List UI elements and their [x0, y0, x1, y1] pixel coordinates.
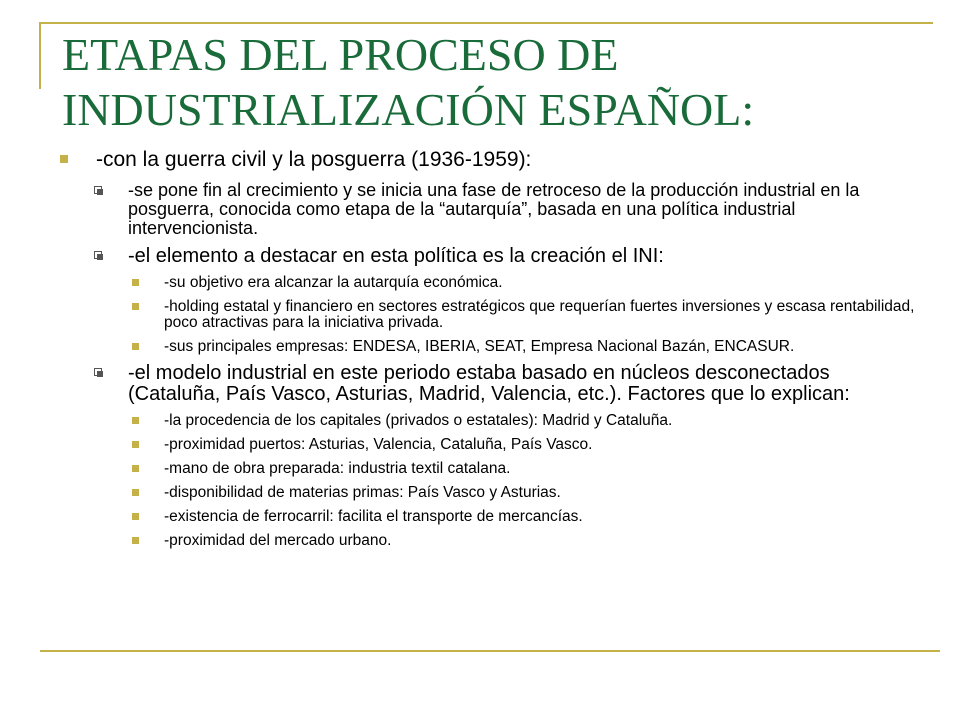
bullet-text: -proximidad puertos: Asturias, Valencia, Cataluña, País Vasco. — [164, 436, 593, 453]
bullet-level2 — [60, 363, 920, 405]
bullet-text: -holding estatal y financiero en sectores estratégicos que requerían fuertes inversiones y escasa rentabilidad, poco atractivas para la iniciativa privada. — [164, 298, 915, 331]
checkbox-bullet-icon — [94, 368, 102, 376]
bullet-level3 — [60, 413, 920, 429]
slide-title: ETAPAS DEL PROCESO DE INDUSTRIALIZACIÓN ESPAÑOL: — [62, 29, 755, 135]
bullet-level1 — [60, 148, 920, 171]
bullet-level3 — [60, 275, 920, 291]
bullet-level3 — [60, 533, 920, 549]
square-bullet-icon — [132, 279, 139, 286]
square-bullet-icon — [60, 155, 68, 163]
bullet-level3 — [60, 339, 920, 355]
bullet-level2 — [60, 246, 920, 267]
bullet-text: -la procedencia de los capitales (privados o estatales): Madrid y Cataluña. — [164, 412, 673, 429]
bullet-level3 — [60, 509, 920, 525]
bullet-text: -se pone fin al crecimiento y se inicia una fase de retroceso de la producción industrial en la posguerra, conocida como etapa de la “autarquía”, basada en una política industrial intervencionista. — [128, 180, 860, 238]
square-bullet-icon — [132, 489, 139, 496]
slide-content — [60, 148, 920, 557]
checkbox-bullet-icon — [94, 251, 102, 259]
bullet-level3 — [60, 299, 920, 331]
bullet-text: -existencia de ferrocarril: facilita el transporte de mercancías. — [164, 508, 583, 525]
square-bullet-icon — [132, 303, 139, 310]
square-bullet-icon — [132, 537, 139, 544]
bullet-level3 — [60, 437, 920, 453]
square-bullet-icon — [132, 441, 139, 448]
bottom-rule — [40, 650, 940, 652]
bullet-text: -proximidad del mercado urbano. — [164, 532, 392, 549]
bullet-text: -sus principales empresas: ENDESA, IBERIA, SEAT, Empresa Nacional Bazán, ENCASUR. — [164, 338, 795, 355]
square-bullet-icon — [132, 513, 139, 520]
bullet-text: -el elemento a destacar en esta política es la creación el INI: — [128, 245, 664, 267]
checkbox-bullet-icon — [94, 186, 102, 194]
bullet-text: -su objetivo era alcanzar la autarquía económica. — [164, 274, 503, 291]
square-bullet-icon — [132, 465, 139, 472]
bullet-level3 — [60, 461, 920, 477]
square-bullet-icon — [132, 417, 139, 424]
bullet-text: -el modelo industrial en este periodo estaba basado en núcleos desconectados (Cataluña, País Vasco, Asturias, Madrid, Valencia, etc.). Factores que lo explican: — [128, 362, 850, 405]
left-rule — [39, 22, 41, 89]
bullet-text: -mano de obra preparada: industria textil catalana. — [164, 460, 511, 477]
top-rule — [40, 22, 933, 24]
square-bullet-icon — [132, 343, 139, 350]
bullet-level2 — [60, 181, 920, 238]
bullet-text: -con la guerra civil y la posguerra (1936-1959): — [96, 148, 532, 171]
bullet-level3 — [60, 485, 920, 501]
bullet-text: -disponibilidad de materias primas: País Vasco y Asturias. — [164, 484, 561, 501]
